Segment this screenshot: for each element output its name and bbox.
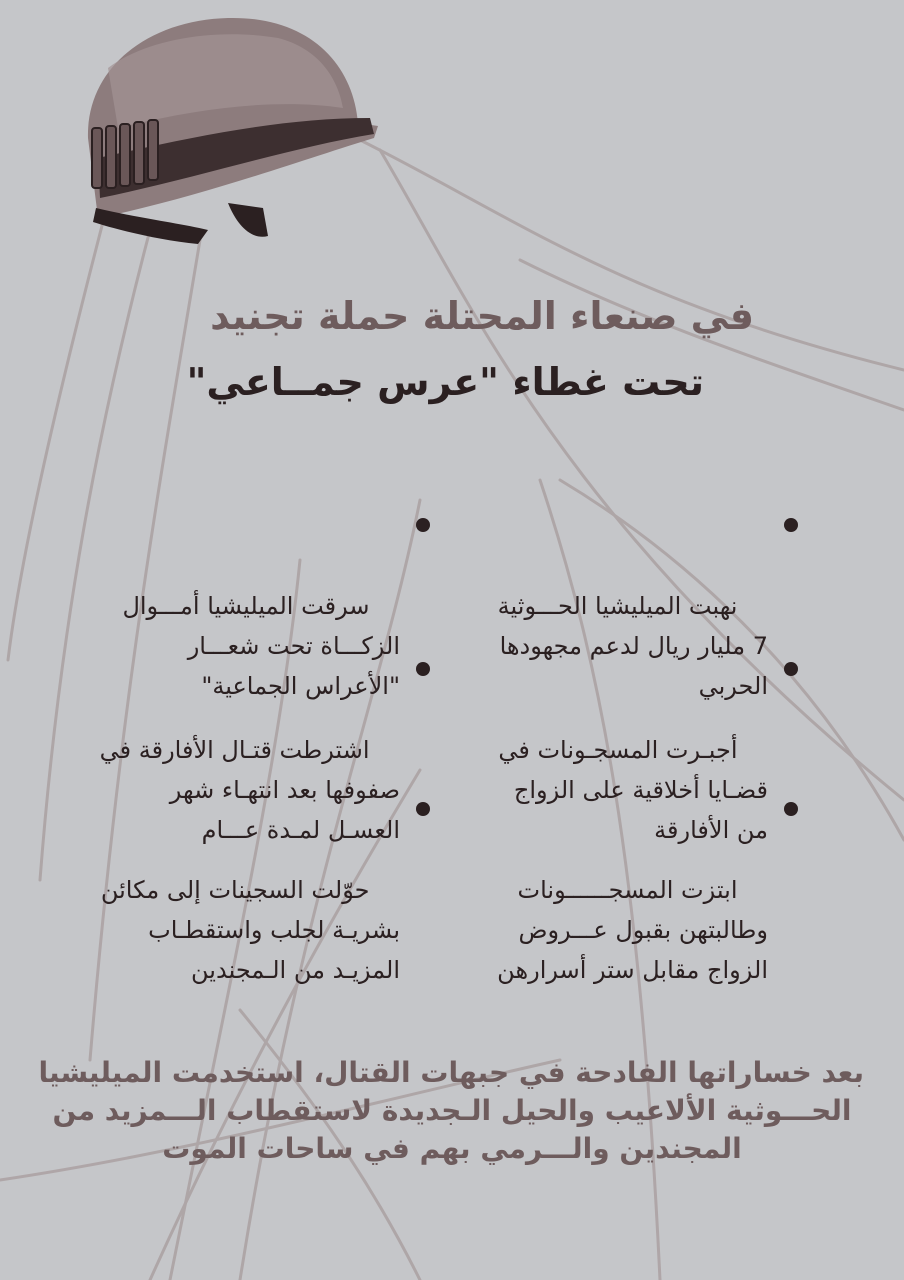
bullet-dot-icon <box>416 802 430 816</box>
list-item-text: ابتزت المسجــــــونات وطالبتهن بقبول عـــروض الزواج مقابل ستر أسرارهن <box>497 876 768 984</box>
list-item <box>101 790 400 1030</box>
list-item-text: اشترطت قتـال الأفارقة في صفوفها بعد انتهـاء شهر العسـل لمـدة عـــام <box>99 736 400 844</box>
list-item <box>497 790 768 1030</box>
bullet-dot-icon <box>784 662 798 676</box>
list-item-text: أجبـرت المسجـونات في قضـايا أخلاقية على الزواج من الأفارقة <box>498 736 768 844</box>
list-item-text: حوّلت السجينات إلى مكائن بشريـة لجلب واستقطـاب المزيـد من الـمجندين <box>100 876 400 984</box>
military-helmet-icon <box>78 8 388 248</box>
headline-line-2: تحت غطاء "عرس جمــاعي" <box>186 360 704 404</box>
footer-summary: بعد خساراتها الفادحة في جبهات القتال، استخدمت الميليشيا الحـــوثية الألاعيب والحيل الـجديدة لاستقطاب الـــمزيد من المجندين والـــرمي بهم في ساحات الموت <box>38 1056 864 1165</box>
bullet-dot-icon <box>784 518 798 532</box>
bullet-dot-icon <box>416 662 430 676</box>
list-item-text: نهبت الميليشيا الحـــوثية 7 مليار ريال لدعم مجهودها الحربي <box>497 592 768 700</box>
headline-line-1: في صنعاء المحتلة حملة تجنيد <box>210 294 754 338</box>
bullet-dot-icon <box>416 518 430 532</box>
bullet-dot-icon <box>784 802 798 816</box>
list-item-text: سرقت الميليشيا أمـــوال الزكـــاة تحت شعـــار "الأعراس الجماعية" <box>122 592 400 700</box>
